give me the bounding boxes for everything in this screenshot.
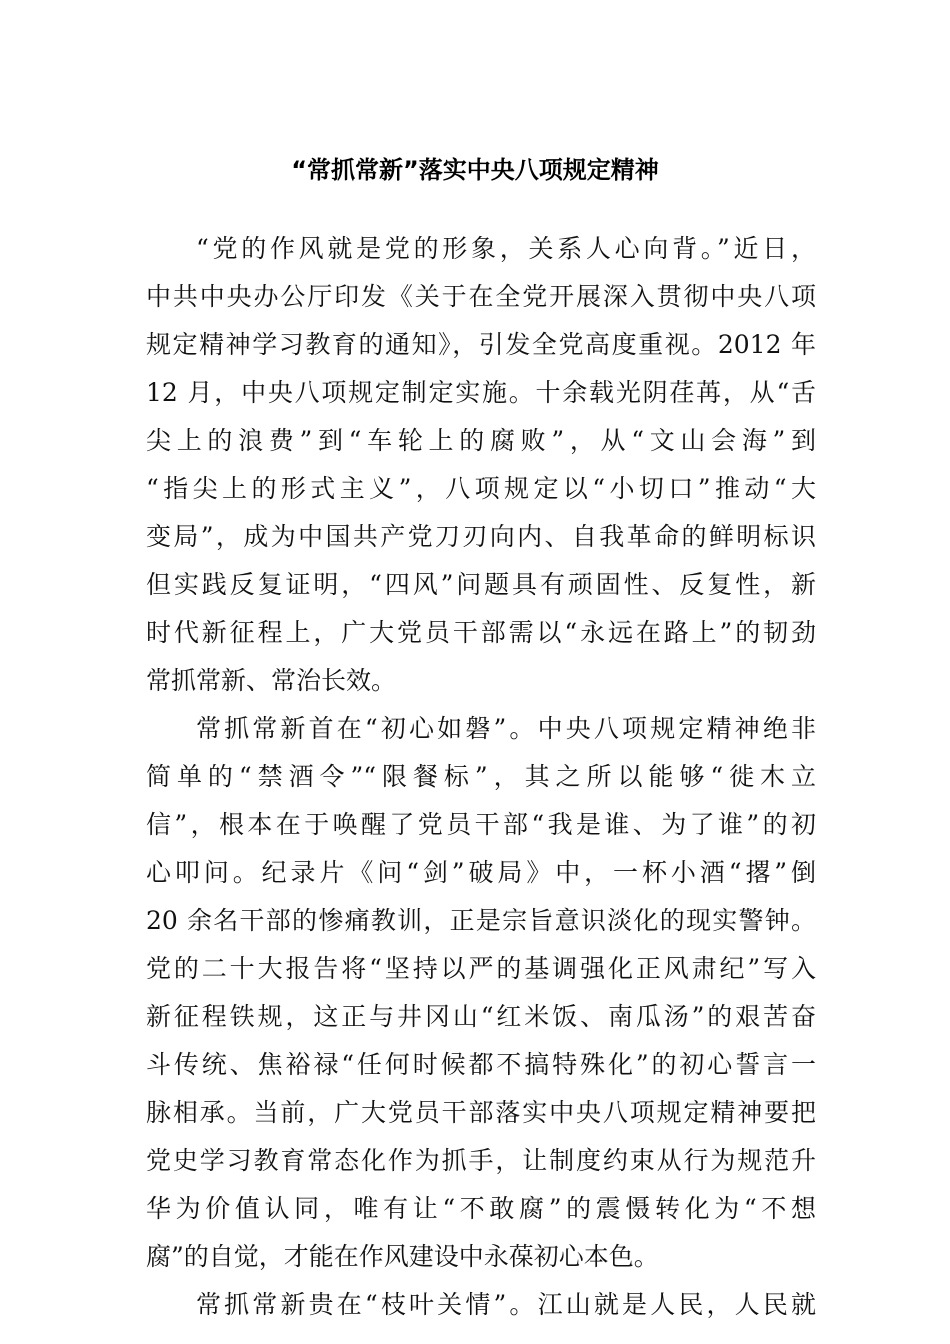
paragraph-line: 变局”，成为中国共产党刀刃向内、自我革命的鲜明标识 <box>146 522 816 551</box>
document-title: “常抓常新”落实中央八项规定精神 <box>291 156 659 184</box>
paragraph-line: 20 余名干部的惨痛教训，正是宗旨意识淡化的现实警钟。 <box>146 906 816 935</box>
paragraph-line: 心叩问。纪录片《问“剑”破局》中，一杯小酒“撂”倒 <box>146 858 816 887</box>
paragraph-line: 新征程铁规，这正与井冈山“红米饭、南瓜汤”的艰苦奋 <box>146 1002 816 1031</box>
paragraph-line: 脉相承。当前，广大党员干部落实中央八项规定精神要把 <box>146 1098 816 1127</box>
paragraph-line: 华为价值认同，唯有让“不敢腐”的震慑转化为“不想 <box>146 1194 816 1223</box>
paragraph-line: 时代新征程上，广大党员干部需以“永远在路上”的韧劲 <box>146 618 816 647</box>
paragraph-line: 但实践反复证明，“四风”问题具有顽固性、反复性，新 <box>146 570 816 599</box>
paragraph-line: 中共中央办公厅印发《关于在全党开展深入贯彻中央八项 <box>146 282 816 311</box>
paragraph-line: “党的作风就是党的形象，关系人心向背。”近日， <box>196 234 816 263</box>
paragraph-line: 规定精神学习教育的通知》，引发全党高度重视。2012 年 <box>146 330 816 359</box>
paragraph-line: 党的二十大报告将“坚持以严的基调强化正风肃纪”写入 <box>146 954 816 983</box>
paragraph-line: 斗传统、焦裕禄“任何时候都不搞特殊化”的初心誓言一 <box>146 1050 816 1079</box>
paragraph-line: 常抓常新贵在“枝叶关情”。江山就是人民，人民就 <box>196 1290 816 1319</box>
paragraph-line: 常抓常新首在“初心如磐”。中央八项规定精神绝非 <box>196 714 816 743</box>
paragraph-line: 腐”的自觉，才能在作风建设中永葆初心本色。 <box>146 1242 659 1271</box>
document-body <box>146 225 816 1329</box>
paragraph-line: 尖上的浪费”到“车轮上的腐败”，从“文山会海”到 <box>146 426 816 455</box>
paragraph-line: 12 月，中央八项规定制定实施。十余载光阴荏苒，从“舌 <box>146 378 816 407</box>
paragraph-line: 信”，根本在于唤醒了党员干部“我是谁、为了谁”的初 <box>146 810 816 839</box>
paragraph-line: 常抓常新、常治长效。 <box>146 666 397 695</box>
paragraph-line: 简单的“禁酒令”“限餐标”，其之所以能够“徙木立 <box>146 762 816 791</box>
paragraph-line: “指尖上的形式主义”，八项规定以“小切口”推动“大 <box>146 474 816 503</box>
paragraph-line: 党史学习教育常态化作为抓手，让制度约束从行为规范升 <box>146 1146 816 1175</box>
